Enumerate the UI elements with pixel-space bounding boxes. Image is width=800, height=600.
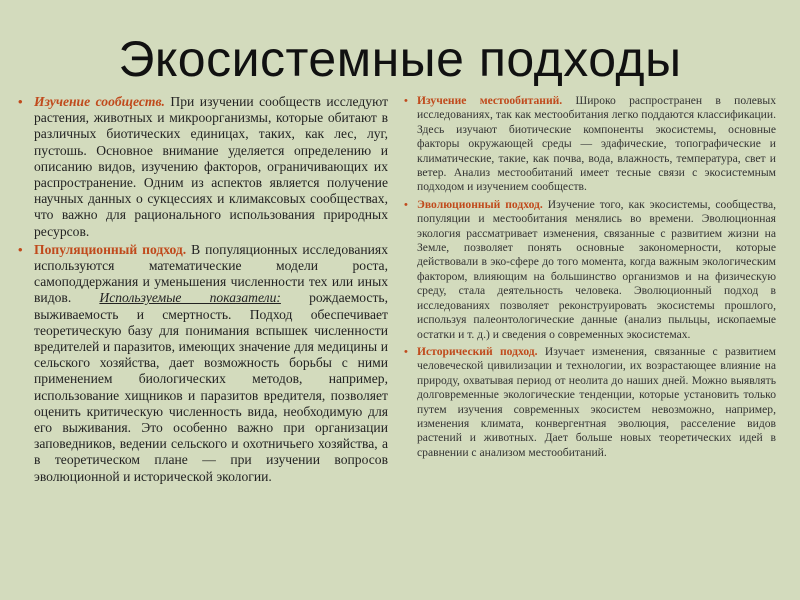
item-heading: Эволюционный подход. (417, 197, 543, 211)
item-heading: Изучение местообитаний. (417, 94, 563, 107)
bullet-icon: • (404, 198, 408, 211)
item-text: При изучении сообществ исследуют растения, животных и микроорганизмы, которые обитают в различных биотических единицах, таких, как лес, луг, пустошь. Основное внимание уделяется определению и описанию видов, изучению факторов, ограничивающих их распространение. Одним из аспектов является получение научных данных о сукцессиях и климаксовых сообществах, что важно для рационального использования природных ресурсов. (34, 94, 389, 239)
item-heading: Популяционный подход. (34, 241, 187, 257)
bullet-item-communities (18, 94, 388, 240)
item-heading: Исторический подход. (417, 344, 538, 358)
bullet-item-population (18, 242, 388, 485)
item-text: рождаемость, выживаемость и смертность. Подход обеспечивает теоретическую базу для понимания вспышек численности вредителей и паразитов, имеющих значение для медицины и сельского хозяйства, дает возможность борьбы с ними применением биологических методов, например, использование хищников и паразитов вредителя, позволяет оценить критическую численность вида, необходимую для его выживания. Это особенно важно при организации заповедников, ведении сельского и охотничьего хозяйства, а в теоретическом плане — при изучении вопросов эволюционной и исторической экологии. (34, 290, 389, 484)
bullet-item-evolutionary (404, 198, 776, 342)
item-text: Изучает изменения, связанные с развитием человеческой цивилизации и технологии, их возрастающее влияние на природу, охватывая период от неолита до наших дней. Можно выявлять долговременные экологические тенденции, которые установить только путем изучения современных экосистем невозможно, например, изменения климата, конвергентная эволюция, расселение видов растений и животных. Дает больше новых теоретических идей в сравнении с анализом местообитаний. (417, 344, 776, 459)
bullet-item-habitats (404, 94, 776, 195)
left-column (18, 94, 388, 487)
slide-title: Экосистемные подходы (118, 31, 682, 87)
bullet-icon: • (18, 94, 23, 109)
bullet-icon: • (18, 241, 23, 257)
right-column (404, 94, 776, 463)
item-text: Изучение того, как экосистемы, сообщества, популяции и местообитания менялись во времени. Эволюционная экология рассматривает изменения, связанные с развитием жизни на Земле, позволяет понять основные закономерности, которые действовали в эко-сфере до того момента, когда важным экологическим фактором, влияющим на большинство организмов и на физическую среду, стала деятельность человека. Эволюционный подход в исследованиях позволяет реконструировать экосистемы прошлого, используя палеонтологические данные (анализ пыльцы, ископаемые остатки и т. д.) и сведения о современных экосистемах. (417, 197, 776, 341)
item-text: В популяционных исследованиях используются математические модели роста, самоподдержания и уменьшения численности тех или иных видов. (34, 241, 388, 306)
item-text: Широко распространен в полевых исследованиях, так как местообитания легко поддаются классификации. Здесь изучают биотические компоненты экосистемы, основные факторы окружающей среды — эдафические, топографические и климатические, такие, как почва, вода, влажность, температура, свет и ветер. Анализ местообитаний имеет тесные связи с экосистемным подходом и изучением сообществ. (417, 94, 776, 194)
underlined-indicators: Используемые показатели: (99, 290, 281, 306)
bullet-icon: • (404, 95, 408, 107)
bullet-item-historical (404, 345, 776, 460)
bullet-icon: • (404, 345, 408, 358)
item-heading: Изучение сообществ. (34, 94, 165, 109)
